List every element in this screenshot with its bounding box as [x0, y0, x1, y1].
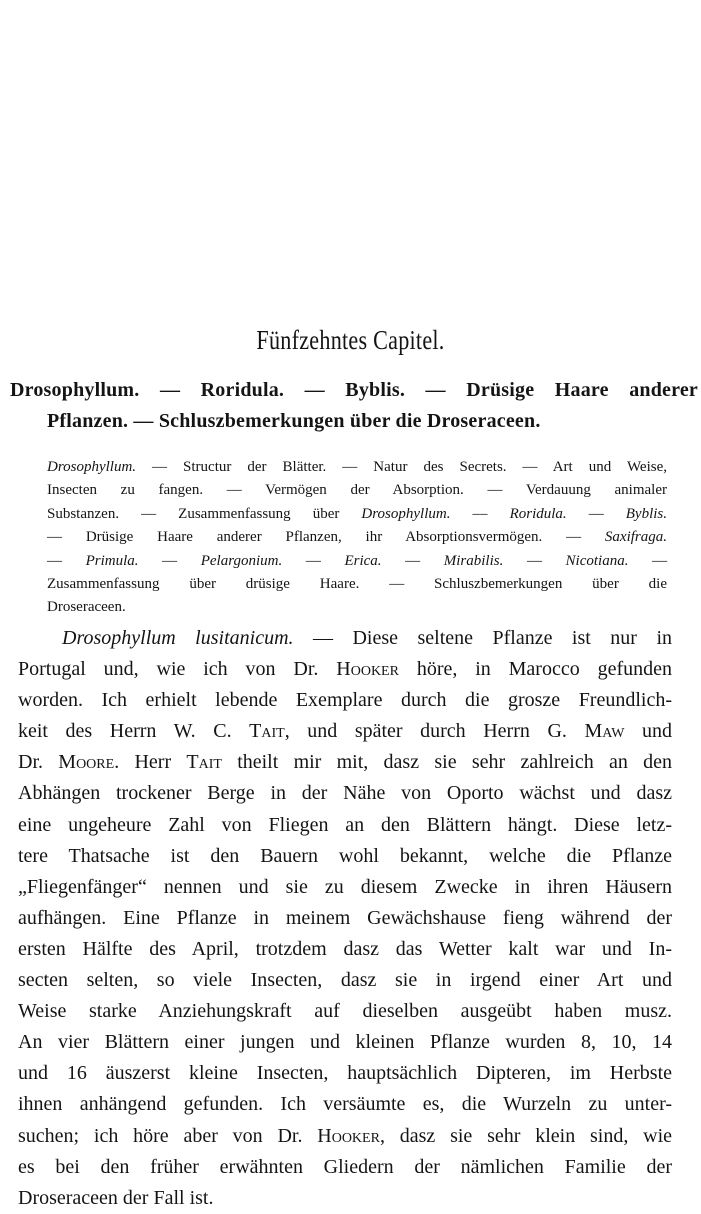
summary-line: — Primula. — Pelargonium. — Erica. — Mirabilis. — Nicotiana. —: [47, 552, 668, 569]
summary-line: — Drüsige Haare anderer Pflanzen, ihr Absorptionsvermögen. — Saxifraga.: [47, 529, 667, 546]
summary-line: Zusammenfassung über drüsige Haare. — Schluszbemerkungen über die: [47, 576, 667, 593]
body-line: aufhängen. Eine Pflanze in meinem Gewächshause fieng während der: [18, 906, 672, 929]
chapter-title: Fünfzehntes Capitel.: [256, 325, 445, 355]
body-line: worden. Ich erhielt lebende Exemplare durch die grosze Freundlich-: [18, 689, 672, 712]
body-line: Portugal und, wie ich von Dr. Hooker höre, in Marocco gefunden: [18, 658, 672, 681]
body-line: Drosophyllum lusitanicum. — Diese seltene Pflanze ist nur in: [62, 627, 672, 649]
body-line: ersten Hälfte des April, trotzdem dasz das Wetter kalt war und In-: [18, 937, 672, 960]
summary-line: Droseraceen.: [47, 599, 126, 616]
body-line: „Fliegenfänger“ nennen und sie zu diesem Zwecke in ihren Häusern: [18, 875, 672, 898]
summary-line: Insecten zu fangen. — Vermögen der Absorption. — Verdauung animaler: [47, 482, 667, 499]
body-line: und 16 äuszerst kleine Insecten, hauptsächlich Dipteren, im Herbste: [18, 1062, 672, 1085]
body-line: An vier Blättern einer jungen und kleinen Pflanze wurden 8, 10, 14: [18, 1031, 672, 1054]
summary-line: Substanzen. — Zusammenfassung über Drosophyllum. — Roridula. — Byblis.: [47, 505, 668, 522]
body-line: es bei den früher erwähnten Gliedern der nämlichen Familie der: [18, 1155, 672, 1178]
body-line: Droseraceen der Fall ist.: [18, 1186, 214, 1209]
body-line: tere Thatsache ist den Bauern wohl bekannt, welche die Pflanze: [18, 844, 672, 867]
body-line: keit des Herrn W. C. Tait, und später durch Herrn G. Maw und: [18, 720, 673, 743]
body-line: eine ungeheure Zahl von Fliegen an den Blättern hängt. Diese letz-: [18, 813, 672, 836]
body-line: suchen; ich höre aber von Dr. Hooker, dasz sie sehr klein sind, wie: [18, 1124, 672, 1147]
body-line: Abhängen trockener Berge in der Nähe von Oporto wächst und dasz: [18, 782, 672, 805]
subtitle-line: Drosophyllum. — Roridula. — Byblis. — Drüsige Haare anderer: [10, 379, 698, 401]
body-line: Dr. Moore. Herr Tait theilt mir mit, dasz sie sehr zahlreich an den: [18, 751, 673, 774]
body-line: Weise starke Anziehungskraft auf dieselben ausgeübt haben musz.: [18, 1000, 672, 1023]
chapter-summary: [47, 456, 667, 620]
subtitle-line: Pflanzen. — Schluszbemerkungen über die Droseraceen.: [47, 410, 541, 432]
body-line: ihnen anhängend gefunden. Ich versäumte es, die Wurzeln zu unter-: [18, 1093, 672, 1116]
chapter-subtitle: [10, 375, 698, 437]
body-paragraph: [18, 623, 672, 1214]
body-line: secten selten, so viele Insecten, dasz sie in irgend einer Art und: [18, 969, 672, 992]
summary-line: Drosophyllum. — Structur der Blätter. — Natur des Secrets. — Art und Weise,: [47, 459, 667, 475]
